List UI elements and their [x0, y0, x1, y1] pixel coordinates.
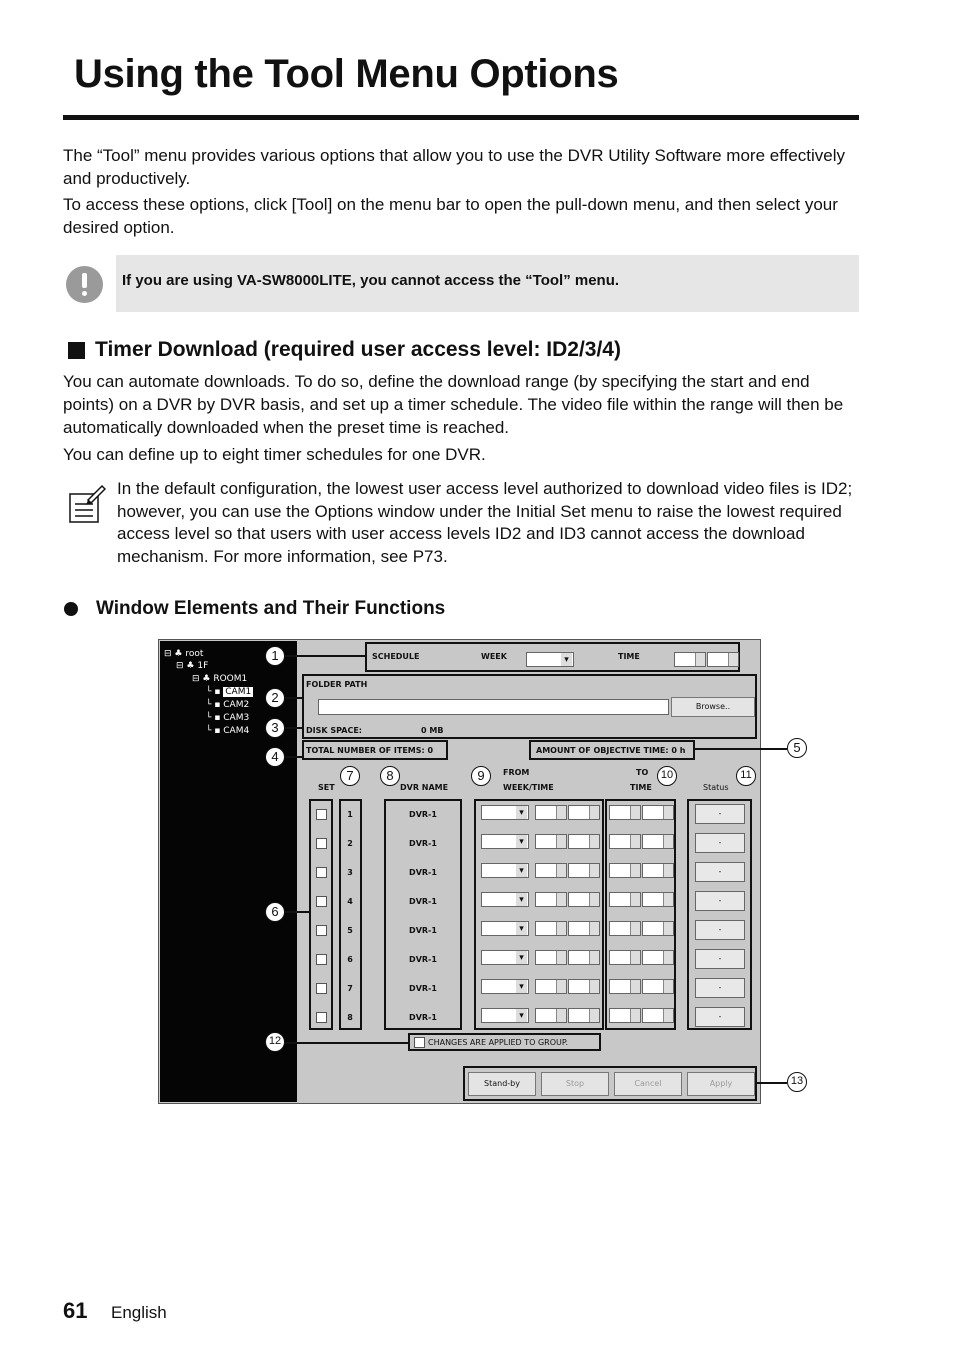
- row-status: -: [695, 833, 745, 853]
- callout-6: 6: [265, 902, 285, 922]
- row-number: 4: [347, 897, 353, 906]
- from-hour-spinner[interactable]: [535, 979, 567, 994]
- warning-text: If you are using VA-SW8000LITE, you cannot access the “Tool” menu.: [122, 272, 620, 289]
- from-hour-spinner[interactable]: [535, 834, 567, 849]
- from-week-select[interactable]: [481, 979, 529, 994]
- to-minute-spinner[interactable]: [642, 1008, 674, 1023]
- browse-button[interactable]: Browse..: [671, 697, 755, 717]
- from-week-select[interactable]: [481, 892, 529, 907]
- column-set-header: SET: [318, 783, 335, 792]
- row-dvr-name: DVR-1: [409, 810, 437, 819]
- to-minute-spinner[interactable]: [642, 863, 674, 878]
- to-hour-spinner[interactable]: [609, 1008, 641, 1023]
- from-minute-spinner[interactable]: [568, 863, 600, 878]
- set-checkbox[interactable]: [316, 896, 327, 907]
- callout-9: 9: [471, 766, 491, 786]
- to-minute-spinner[interactable]: [642, 921, 674, 936]
- callout-line: [284, 655, 366, 657]
- row-status: -: [695, 891, 745, 911]
- set-checkbox[interactable]: [316, 925, 327, 936]
- to-minute-spinner[interactable]: [642, 834, 674, 849]
- page-number: 61: [63, 1298, 88, 1323]
- standby-button[interactable]: Stand-by: [468, 1072, 536, 1096]
- folder-path-input[interactable]: [318, 699, 669, 715]
- group-checkbox-label: CHANGES ARE APPLIED TO GROUP.: [428, 1038, 569, 1047]
- time-label: TIME: [618, 652, 640, 661]
- week-select[interactable]: [526, 652, 574, 667]
- stop-button[interactable]: Stop: [541, 1072, 609, 1096]
- row-status: -: [695, 920, 745, 940]
- row-dvr-name: DVR-1: [409, 984, 437, 993]
- from-minute-spinner[interactable]: [568, 950, 600, 965]
- column-status-header: Status: [703, 783, 729, 792]
- from-hour-spinner[interactable]: [535, 950, 567, 965]
- column-from-header: FROM: [503, 768, 530, 777]
- callout-5: 5: [787, 738, 807, 758]
- title-rule: [63, 115, 859, 120]
- apply-button[interactable]: Apply: [687, 1072, 755, 1096]
- callout-4: 4: [265, 747, 285, 767]
- section-paragraph-1: You can automate downloads. To do so, define the download range (by specifying the start and end points) on a DVR by DVR basis, and set up a timer schedule. The video file within the range will then be automatically downloaded when the preset time is reached.: [63, 372, 844, 437]
- to-hour-spinner[interactable]: [609, 834, 641, 849]
- callout-11: 11: [736, 766, 756, 786]
- set-checkbox[interactable]: [316, 867, 327, 878]
- from-hour-spinner[interactable]: [535, 892, 567, 907]
- tree-item-cam3[interactable]: └ ▪ CAM3: [206, 713, 250, 723]
- to-hour-spinner[interactable]: [609, 950, 641, 965]
- set-checkbox[interactable]: [316, 838, 327, 849]
- tree-item-cam2[interactable]: └ ▪ CAM2: [206, 700, 250, 710]
- tree-item-cam1[interactable]: └ ▪ CAM1: [206, 687, 252, 697]
- page-title: Using the Tool Menu Options: [74, 52, 619, 96]
- note-text: In the default configuration, the lowest user access level authorized to download video files is ID2; however, you can use the Options window under the Initial Set menu to raise the lowest required access level so that users with user access levels ID2 and ID3 cannot access the download mechanism. For more information, see P73.: [117, 479, 853, 566]
- set-checkbox[interactable]: [316, 809, 327, 820]
- row-number: 2: [347, 839, 353, 848]
- from-minute-spinner[interactable]: [568, 892, 600, 907]
- row-dvr-name: DVR-1: [409, 926, 437, 935]
- row-number: 8: [347, 1013, 353, 1022]
- from-hour-spinner[interactable]: [535, 921, 567, 936]
- row-dvr-name: DVR-1: [409, 1013, 437, 1022]
- to-minute-spinner[interactable]: [642, 805, 674, 820]
- tree-item-room1[interactable]: ⊟ ♣ ROOM1: [192, 674, 248, 684]
- set-column-frame: [309, 799, 333, 1030]
- callout-line: [284, 756, 304, 758]
- schedule-minute-spinner[interactable]: [707, 652, 739, 667]
- total-items-label: TOTAL NUMBER OF ITEMS: 0: [306, 746, 434, 755]
- disk-space-label: DISK SPACE:: [306, 726, 362, 735]
- memo-note-icon: [66, 484, 106, 524]
- subsection-title: Window Elements and Their Functions: [96, 598, 446, 619]
- section-marker-icon: [68, 342, 85, 359]
- callout-12: 12: [265, 1032, 285, 1052]
- section-text: [63, 370, 859, 466]
- schedule-label: SCHEDULE: [372, 652, 420, 661]
- callout-line: [695, 748, 787, 750]
- row-status: -: [695, 949, 745, 969]
- row-status: -: [695, 1007, 745, 1027]
- set-checkbox[interactable]: [316, 983, 327, 994]
- row-number: 3: [347, 868, 353, 877]
- to-hour-spinner[interactable]: [609, 863, 641, 878]
- warning-icon: [66, 266, 103, 303]
- row-dvr-name: DVR-1: [409, 839, 437, 848]
- to-hour-spinner[interactable]: [609, 979, 641, 994]
- column-dvr-name-header: DVR NAME: [400, 783, 449, 792]
- from-week-select[interactable]: [481, 921, 529, 936]
- column-to-header: TO: [636, 768, 649, 777]
- number-column-frame: [339, 799, 362, 1030]
- to-hour-spinner[interactable]: [609, 921, 641, 936]
- from-minute-spinner[interactable]: [568, 1008, 600, 1023]
- callout-line: [757, 1082, 787, 1084]
- row-number: 1: [347, 810, 353, 819]
- callout-line: [284, 1042, 409, 1044]
- row-dvr-name: DVR-1: [409, 897, 437, 906]
- bullet-icon: [64, 602, 78, 616]
- group-checkbox[interactable]: [414, 1037, 425, 1048]
- intro-paragraph-2: To access these options, click [Tool] on the menu bar to open the pull-down menu, and then select your desired option.: [63, 195, 838, 237]
- from-minute-spinner[interactable]: [568, 805, 600, 820]
- disk-space-value: 0 MB: [421, 726, 444, 735]
- row-number: 6: [347, 955, 353, 964]
- from-minute-spinner[interactable]: [568, 979, 600, 994]
- objective-time-label: AMOUNT OF OBJECTIVE TIME: 0 h: [536, 746, 686, 755]
- callout-2: 2: [265, 688, 285, 708]
- column-time-header: TIME: [630, 783, 652, 792]
- row-status: -: [695, 978, 745, 998]
- to-hour-spinner[interactable]: [609, 805, 641, 820]
- to-hour-spinner[interactable]: [609, 892, 641, 907]
- to-minute-spinner[interactable]: [642, 950, 674, 965]
- page-language: English: [111, 1303, 167, 1322]
- callout-line: [284, 727, 304, 729]
- from-week-select[interactable]: [481, 834, 529, 849]
- from-minute-spinner[interactable]: [568, 834, 600, 849]
- row-status: -: [695, 804, 745, 824]
- cancel-button[interactable]: Cancel: [614, 1072, 682, 1096]
- from-hour-spinner[interactable]: [535, 805, 567, 820]
- from-week-select[interactable]: [481, 863, 529, 878]
- folder-path-label: FOLDER PATH: [306, 680, 368, 689]
- callout-3: 3: [265, 718, 285, 738]
- from-hour-spinner[interactable]: [535, 863, 567, 878]
- tree-item-root[interactable]: ⊟ ♣ root: [164, 649, 204, 659]
- from-week-select[interactable]: [481, 1008, 529, 1023]
- week-label: WEEK: [481, 652, 507, 661]
- column-week-time-header: WEEK/TIME: [503, 783, 554, 792]
- row-dvr-name: DVR-1: [409, 868, 437, 877]
- section-title: Timer Download (required user access level: ID2/3/4): [95, 338, 621, 361]
- set-checkbox[interactable]: [316, 1012, 327, 1023]
- row-status: -: [695, 862, 745, 882]
- schedule-hour-spinner[interactable]: [674, 652, 706, 667]
- callout-13: 13: [787, 1072, 807, 1092]
- to-minute-spinner[interactable]: [642, 892, 674, 907]
- to-minute-spinner[interactable]: [642, 979, 674, 994]
- tree-item-1f[interactable]: ⊟ ♣ 1F: [176, 661, 209, 671]
- from-week-select[interactable]: [481, 950, 529, 965]
- intro-text: [63, 144, 859, 239]
- callout-10: 10: [657, 766, 677, 786]
- from-minute-spinner[interactable]: [568, 921, 600, 936]
- row-number: 7: [347, 984, 353, 993]
- row-number: 5: [347, 926, 353, 935]
- from-hour-spinner[interactable]: [535, 1008, 567, 1023]
- callout-8: 8: [380, 766, 400, 786]
- callout-line: [284, 697, 304, 699]
- row-dvr-name: DVR-1: [409, 955, 437, 964]
- dvr-name-column-frame: [384, 799, 462, 1030]
- from-week-select[interactable]: [481, 805, 529, 820]
- tree-item-cam4[interactable]: └ ▪ CAM4: [206, 726, 250, 736]
- callout-7: 7: [340, 766, 360, 786]
- set-checkbox[interactable]: [316, 954, 327, 965]
- section-paragraph-2: You can define up to eight timer schedules for one DVR.: [63, 445, 486, 464]
- intro-paragraph-1: The “Tool” menu provides various options that allow you to use the DVR Utility Software more effectively and productively.: [63, 146, 846, 188]
- callout-line: [284, 911, 310, 913]
- callout-1: 1: [265, 646, 285, 666]
